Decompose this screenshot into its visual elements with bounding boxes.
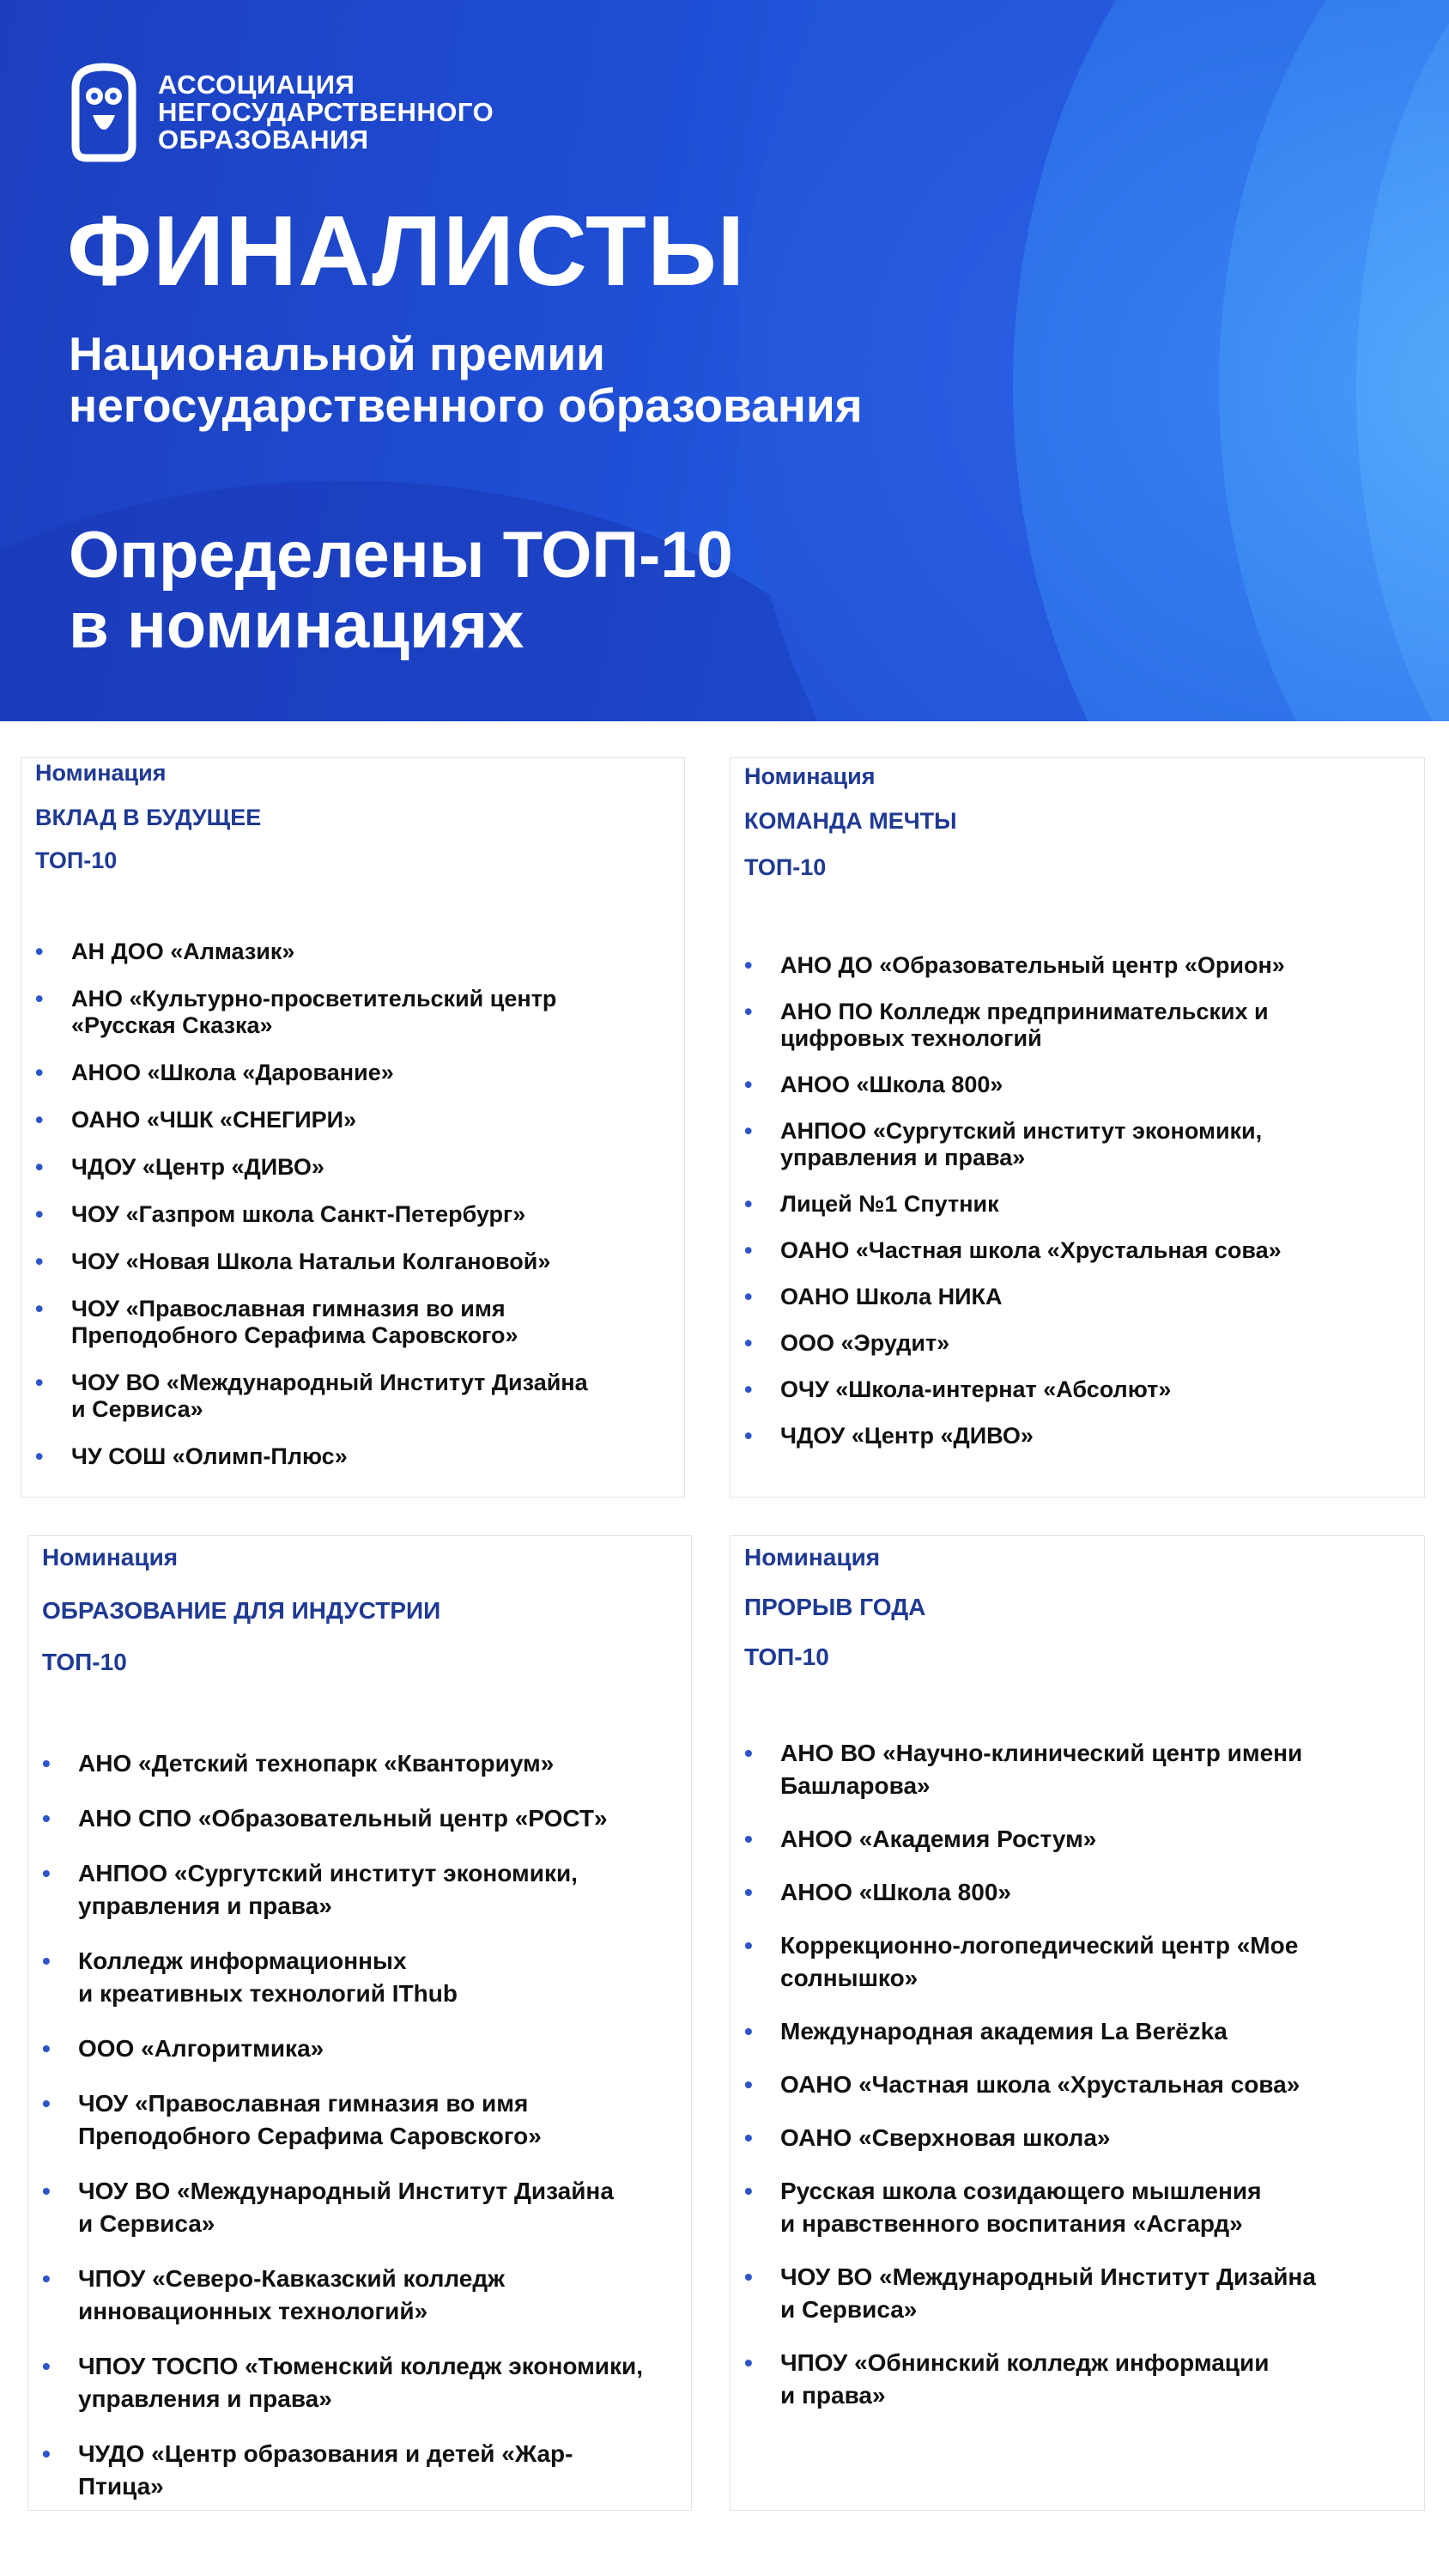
finalist-name-line: управления и права» — [78, 1893, 332, 1919]
nomination-card-industry — [27, 1535, 692, 2511]
banner-subtitle-line: Национальной премии — [69, 327, 605, 380]
finalist-item — [35, 1107, 674, 1133]
finalist-item — [744, 2261, 1414, 2326]
finalist-name-line: ЧУ СОШ «Олимп-Плюс» — [71, 1443, 348, 1469]
finalist-item — [744, 1330, 1414, 1357]
nomination-title: ПРОРЫВ ГОДА — [744, 1594, 926, 1620]
finalist-name-line: и нравственного воспитания «Асгард» — [780, 2210, 1243, 2237]
finalist-name-line: ОАНО «Частная школа «Хрустальная сова» — [780, 1237, 1282, 1263]
finalist-item — [744, 2175, 1414, 2240]
owl-icon — [69, 62, 139, 163]
finalist-item — [744, 1284, 1414, 1310]
finalist-list — [744, 1737, 1414, 2433]
finalist-item — [744, 1118, 1414, 1171]
banner-subtitle-line: негосударственного образования — [69, 379, 863, 432]
finalist-item — [744, 1237, 1414, 1264]
finalist-item — [35, 1201, 674, 1228]
finalist-name-line: ООО «Эрудит» — [780, 1330, 950, 1356]
finalist-item — [42, 1747, 681, 1780]
finalist-name-line: Русская школа созидающего мышления — [780, 2178, 1262, 2204]
finalist-name-line: АНОО «Школа 800» — [780, 1879, 1011, 1905]
finalist-item — [42, 2263, 681, 2328]
finalist-item — [744, 2122, 1414, 2154]
finalist-name-line: АНО «Культурно-просветительский центр — [71, 986, 557, 1012]
finalist-name-line: АНОО «Школа 800» — [780, 1072, 1003, 1097]
finalist-name-line: ЧПОУ ТОСПО «Тюменский колледж экономики, — [78, 2353, 644, 2379]
banner-top10-heading — [69, 520, 733, 661]
finalist-name-line: и Сервиса» — [780, 2296, 918, 2323]
nomination-label: Номинация — [744, 1544, 881, 1571]
nomination-card-future — [21, 757, 685, 1498]
finalist-name-line: Преподобного Серафима Саровского» — [78, 2123, 542, 2149]
finalist-name-line: управления и права» — [780, 1145, 1026, 1170]
banner-top-line: Определены ТОП-10 — [69, 519, 733, 592]
finalist-item — [35, 1370, 674, 1423]
logo-line: НЕГОСУДАРСТВЕННОГО — [158, 97, 494, 127]
finalist-name-line: ЧОУ «Православная гимназия во имя — [78, 2090, 529, 2117]
finalist-item — [35, 1154, 674, 1181]
finalist-item — [744, 1072, 1414, 1098]
finalist-item — [744, 2347, 1414, 2412]
finalist-list — [35, 939, 674, 1491]
finalist-item — [744, 1423, 1414, 1449]
finalist-name-line: АНО ПО Колледж предпринимательских и — [780, 999, 1269, 1024]
nomination-title: КОМАНДА МЕЧТЫ — [744, 808, 957, 834]
finalist-item — [744, 1876, 1414, 1909]
finalist-name-line: ОАНО «Сверхновая школа» — [780, 2124, 1111, 2151]
finalist-item — [744, 999, 1414, 1052]
finalist-name-line: ЧДОУ «Центр «ДИВО» — [71, 1154, 324, 1180]
finalist-name-line: ЧОУ ВО «Международный Институт Дизайна — [71, 1370, 588, 1395]
top10-label: ТОП-10 — [744, 1643, 829, 1670]
finalist-item — [42, 2032, 681, 2065]
finalist-name-line: и права» — [780, 2382, 886, 2409]
finalist-item — [35, 1443, 674, 1470]
finalist-item — [35, 939, 674, 965]
finalist-item — [744, 1929, 1414, 1995]
finalist-name-line: и Сервиса» — [78, 2210, 215, 2237]
finalist-name-line: инновационных технологий» — [78, 2298, 428, 2324]
finalist-name-line: Птица» — [78, 2473, 164, 2500]
finalist-item — [42, 2350, 681, 2415]
finalist-item — [35, 1060, 674, 1086]
top10-label: ТОП-10 — [42, 1649, 127, 1675]
nomination-title: ВКЛАД В БУДУЩЕЕ — [35, 805, 262, 830]
banner-title: ФИНАЛИСТЫ — [67, 195, 746, 307]
finalist-name-line: АНО СПО «Образовательный центр «РОСТ» — [78, 1805, 608, 1832]
finalist-list — [42, 1747, 681, 2525]
finalist-name-line: цифровых технологий — [780, 1025, 1042, 1051]
finalist-name-line: ОАНО «Частная школа «Хрустальная сова» — [780, 2071, 1300, 2098]
nomination-card-breakthrough — [730, 1535, 1425, 2511]
finalist-name-line: АНО «Детский технопарк «Кванториум» — [78, 1750, 555, 1777]
association-logo — [69, 62, 494, 163]
finalist-item — [42, 1802, 681, 1835]
finalist-item — [35, 1249, 674, 1275]
finalist-name-line: АНПОО «Сургутский институт экономики, — [780, 1118, 1263, 1144]
nomination-card-dream-team — [730, 757, 1425, 1498]
finalist-item — [42, 1945, 681, 2010]
finalist-item — [744, 2069, 1414, 2101]
finalist-name-line: солнышко» — [780, 1965, 919, 1991]
finalist-name-line: Коррекционно-логопедический центр «Мое — [780, 1932, 1299, 1959]
finalist-name-line: управления и права» — [78, 2385, 332, 2412]
finalist-item — [744, 1376, 1414, 1403]
finalist-item — [744, 2015, 1414, 2048]
finalist-name-line: АНО ДО «Образовательный центр «Орион» — [780, 952, 1285, 978]
banner-subtitle — [69, 328, 863, 431]
finalist-item — [744, 1737, 1414, 1802]
finalist-name-line: АНОО «Академия Ростум» — [780, 1826, 1097, 1852]
finalist-item — [42, 1857, 681, 1923]
banner — [0, 0, 1449, 721]
finalist-name-line: ООО «Алгоритмика» — [78, 2035, 324, 2062]
finalist-item — [42, 2175, 681, 2240]
finalist-name-line: ЧПОУ «Обнинский колледж информации — [780, 2349, 1270, 2376]
nomination-label: Номинация — [35, 760, 167, 786]
finalist-item — [35, 1296, 674, 1349]
finalist-name-line: АНО ВО «Научно-клинический центр имени — [780, 1740, 1303, 1766]
finalist-name-line: ОАНО Школа НИКА — [780, 1284, 1003, 1309]
top10-label: ТОП-10 — [744, 854, 827, 880]
finalist-name-line: ЧОУ «Газпром школа Санкт-Петербург» — [71, 1201, 526, 1227]
finalist-list — [744, 952, 1414, 1469]
finalist-item — [35, 986, 674, 1039]
finalist-name-line: ЧДОУ «Центр «ДИВО» — [780, 1423, 1034, 1449]
finalist-item — [744, 1823, 1414, 1856]
finalist-name-line: АН ДОО «Алмазик» — [71, 939, 295, 964]
finalist-item — [744, 952, 1414, 979]
logo-line: ОБРАЗОВАНИЯ — [158, 125, 369, 155]
finalist-name-line: Башларова» — [780, 1772, 931, 1799]
finalist-name-line: Колледж информационных — [78, 1947, 407, 1974]
banner-top-line: в номинациях — [69, 589, 524, 662]
finalist-name-line: ЧОУ «Православная гимназия во имя — [71, 1296, 506, 1321]
finalist-name-line: Преподобного Серафима Саровского» — [71, 1322, 518, 1348]
finalist-name-line: АНПОО «Сургутский институт экономики, — [78, 1860, 578, 1886]
finalist-name-line: «Русская Сказка» — [71, 1012, 273, 1038]
finalist-name-line: и креативных технологий IThub — [78, 1980, 458, 2007]
nomination-title: ОБРАЗОВАНИЕ ДЛЯ ИНДУСТРИИ — [42, 1597, 441, 1624]
finalist-item — [42, 2087, 681, 2153]
finalist-item — [42, 2438, 681, 2503]
finalist-name-line: ЧОУ «Новая Школа Натальи Колгановой» — [71, 1249, 551, 1274]
nomination-label: Номинация — [744, 763, 876, 789]
finalist-name-line: ЧПОУ «Северо-Кавказский колледж — [78, 2265, 505, 2292]
finalist-name-line: Лицей №1 Спутник — [780, 1191, 999, 1217]
finalist-name-line: и Сервиса» — [71, 1396, 203, 1422]
top10-label: ТОП-10 — [35, 848, 118, 873]
finalist-name-line: ОЧУ «Школа-интернат «Абсолют» — [780, 1376, 1172, 1402]
finalist-name-line: ЧОУ ВО «Международный Институт Дизайна — [78, 2178, 614, 2204]
nomination-label: Номинация — [42, 1544, 179, 1571]
finalist-name-line: ОАНО «ЧШК «СНЕГИРИ» — [71, 1107, 357, 1133]
logo-line: АССОЦИАЦИЯ — [158, 70, 355, 100]
finalist-name-line: ЧУДО «Центр образования и детей «Жар- — [78, 2440, 573, 2467]
finalist-name-line: Международная академия La Berëzka — [780, 2018, 1228, 2044]
finalist-name-line: АНОО «Школа «Дарование» — [71, 1060, 394, 1085]
finalist-name-line: ЧОУ ВО «Международный Институт Дизайна — [780, 2263, 1316, 2290]
finalist-item — [744, 1191, 1414, 1218]
